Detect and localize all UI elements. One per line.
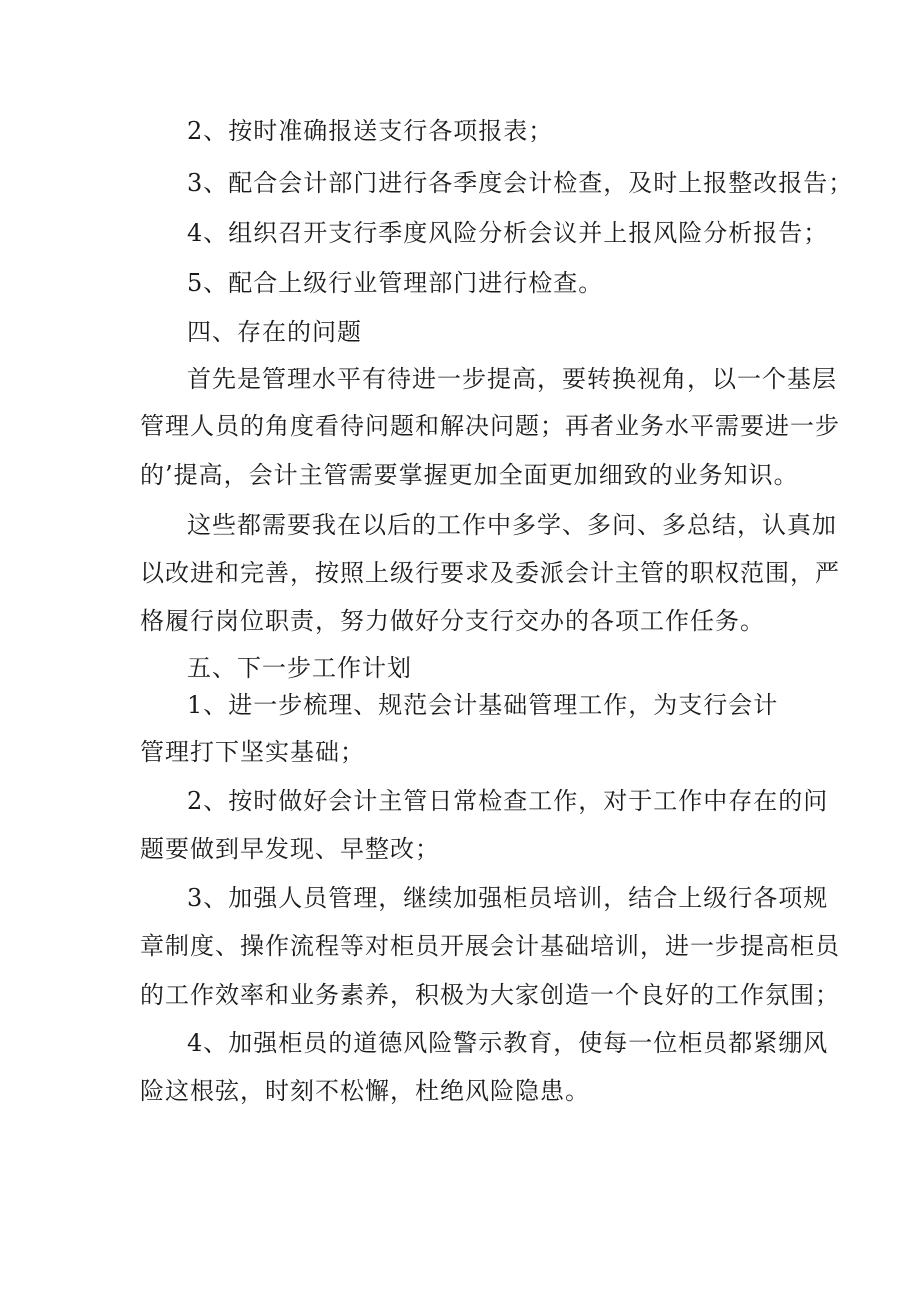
text-line: 章制度、操作流程等对柜员开展会计基础培训，进一步提高柜员 — [140, 932, 840, 960]
text-line: 2、按时准确报送支行各项报表； — [187, 117, 554, 145]
text-line: 的工作效率和业务素养，积极为大家创造一个良好的工作氛围； — [140, 981, 840, 1009]
text-line: 2、按时做好会计主管日常检查工作，对于工作中存在的问 — [187, 787, 829, 815]
text-line: 3、加强人员管理，继续加强柜员培训，结合上级行各项规 — [187, 884, 829, 912]
text-line: 1、进一步梳理、规范会计基础管理工作，为支行会计 — [187, 691, 779, 719]
text-line: 管理打下坚实基础； — [140, 738, 365, 766]
text-line: 3、配合会计部门进行各季度会计检查，及时上报整改报告； — [187, 169, 854, 197]
text-line: 管理人员的角度看待问题和解决问题；再者业务水平需要进一步 — [140, 412, 840, 440]
text-line: 首先是管理水平有待进一步提高，要转换视角，以一个基层 — [187, 365, 837, 393]
text-line: 险这根弦，时刻不松懈，杜绝风险隐患。 — [140, 1077, 590, 1105]
text-line: 格履行岗位职责，努力做好分支行交办的各项工作任务。 — [140, 607, 765, 635]
text-line: 这些都需要我在以后的工作中多学、多问、多总结，认真加 — [187, 511, 837, 539]
text-line: 以改进和完善，按照上级行要求及委派会计主管的职权范围，严 — [140, 559, 840, 587]
text-line: 的’提高，会计主管需要掌握更加全面更加细致的业务知识。 — [140, 461, 799, 489]
section-heading: 四、存在的问题 — [187, 318, 362, 346]
text-line: 4、加强柜员的道德风险警示教育，使每一位柜员都紧绷风 — [187, 1029, 829, 1057]
section-heading: 五、下一步工作计划 — [187, 654, 412, 682]
text-line: 5、配合上级行业管理部门进行检查。 — [187, 269, 604, 297]
text-line: 4、组织召开支行季度风险分析会议并上报风险分析报告； — [187, 219, 829, 247]
text-line: 题要做到早发现、早整改； — [140, 835, 440, 863]
